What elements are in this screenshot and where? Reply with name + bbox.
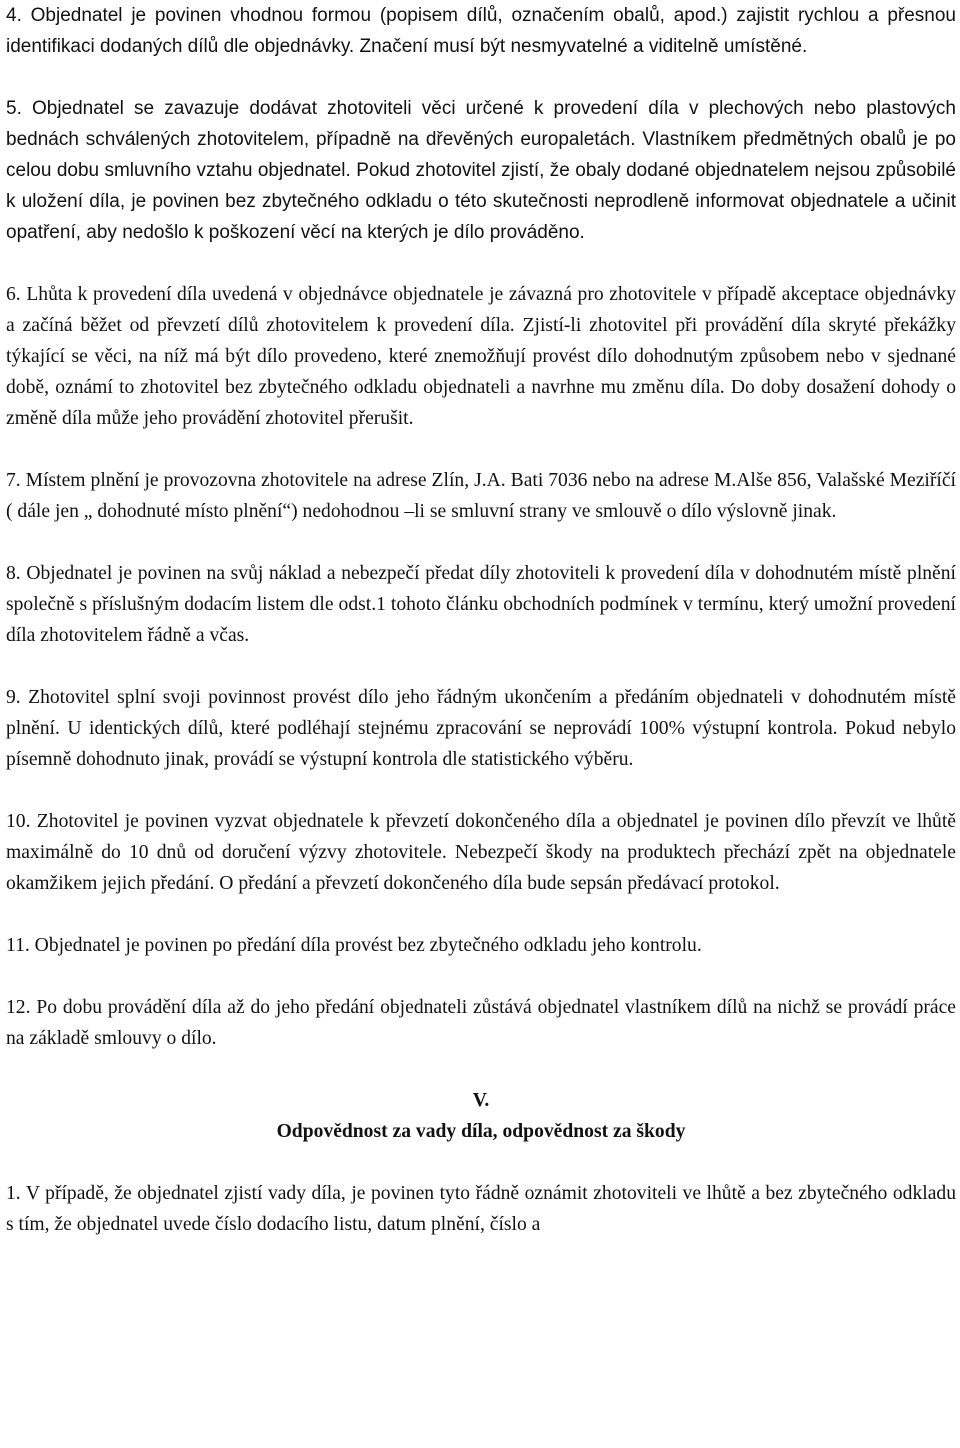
paragraph-5: 5. Objednatel se zavazuje dodávat zhotoviteli věci určené k provedení díla v plechových nebo plastových bednách schválených zhotovitelem, případně na dřevěných europaletách. Vlastníkem předmětných obalů je po celou dobu smluvního vztahu objednatel. Pokud zhotovitel zjistí, že obaly dodané objednatelem nejsou způsobilé k uložení díla, je povinen bez zbytečného odkladu o této skutečnosti neprodleně informovat objednatele a učinit opatření, aby nedošlo k poškození věcí na kterých je dílo prováděno.	[6, 98, 956, 243]
paragraph-11: 11. Objednatel je povinen po předání díla provést bez zbytečného odkladu jeho kontrolu.	[6, 935, 702, 956]
section-heading	[6, 1085, 956, 1147]
paragraph-10: 10. Zhotovitel je povinen vyzvat objednatele k převzetí dokončeného díla a objednatel je povinen dílo převzít ve lhůtě maximálně do 10 dnů od doručení výzvy zhotovitele. Nebezpečí škody na produktech přechází zpět na objednatele okamžikem jejich předání. O předání a převzetí dokončeného díla bude sepsán předávací protokol.	[6, 811, 956, 894]
paragraph-8: 8. Objednatel je povinen na svůj náklad a nebezpečí předat díly zhotoviteli k provedení díla v dohodnutém místě plnění společně s příslušným dodacím listem dle odst.1 tohoto článku obchodních podmínek v termínu, který umožní provedení díla zhotovitelem řádně a včas.	[6, 563, 956, 646]
paragraph-4: 4. Objednatel je povinen vhodnou formou (popisem dílů, označením obalů, apod.) zajistit rychlou a přesnou identifikaci dodaných dílů dle objednávky. Značení musí být nesmyvatelné a viditelně umístěné.	[6, 5, 956, 57]
paragraph-6: 6. Lhůta k provedení díla uvedená v objednávce objednatele je závazná pro zhotovitele v případě akceptace objednávky a začíná běžet od převzetí dílů zhotovitelem k provedení díla. Zjistí-li zhotovitel při provádění díla skryté překážky týkající se věci, na níž má být dílo provedeno, které znemožňují provést dílo dohodnutým způsobem nebo v sjednané době, oznámí to zhotovitel bez zbytečného odkladu objednateli a navrhne mu změnu díla. Do doby dosažení dohody o změně díla může jeho provádění zhotovitel přerušit.	[6, 284, 956, 429]
section-number: V.	[472, 1090, 490, 1111]
paragraph-9: 9. Zhotovitel splní svoji povinnost provést dílo jeho řádným ukončením a předáním objednateli v dohodnutém místě plnění. U identických dílů, které podléhají stejnému zpracování se neprovádí 100% výstupní kontrola. Pokud nebylo písemně dohodnuto jinak, provádí se výstupní kontrola dle statistického výběru.	[6, 687, 956, 770]
document-page	[6, 0, 956, 1448]
paragraph-v-1: 1. V případě, že objednatel zjistí vady díla, je povinen tyto řádně oznámit zhotoviteli ve lhůtě a bez zbytečného odkladu s tím, že objednatel uvede číslo dodacího listu, datum plnění, číslo a	[6, 1183, 956, 1235]
paragraph-12: 12. Po dobu provádění díla až do jeho předání objednateli zůstává objednatel vlastníkem dílů na nichž se provádí práce na základě smlouvy o dílo.	[6, 997, 956, 1049]
section-title: Odpovědnost za vady díla, odpovědnost za škody	[276, 1121, 686, 1142]
paragraph-7: 7. Místem plnění je provozovna zhotovitele na adrese Zlín, J.A. Bati 7036 nebo na adrese M.Alše 856, Valašské Meziříčí ( dále jen „ dohodnuté místo plnění“) nedohodnou –li se smluvní strany ve smlouvě o dílo výslovně jinak.	[6, 470, 956, 522]
